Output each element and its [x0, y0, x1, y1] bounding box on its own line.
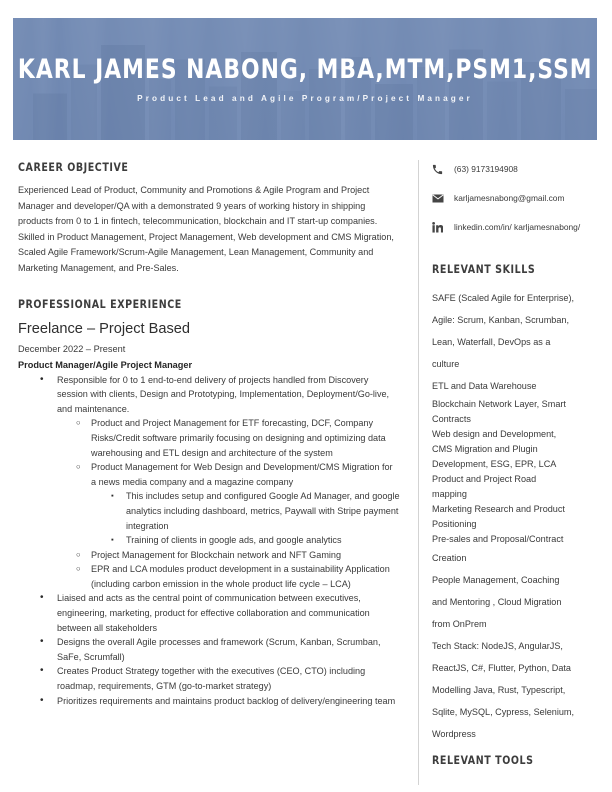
bullet-text: Product and Project Management for ETF forecasting, DCF, Company Risks/Credit software primarily focusing on designing and optimizing data warehousing and ETL design and architecture of the system	[91, 418, 386, 458]
bullet-marker-icon: •	[40, 636, 44, 648]
bullet-marker-icon: ▪	[111, 535, 114, 545]
bullet-marker-icon: ○	[76, 462, 81, 472]
contact-item[interactable]	[432, 192, 600, 205]
skill-line: Positioning	[432, 519, 477, 529]
skill-line: Lean, Waterfall, DevOps as a	[432, 337, 551, 347]
skill-line: ReactJS, C#, Flutter, Python, Data	[432, 663, 571, 673]
skill-line: Sqlite, MySQL, Cypress, Selenium,	[432, 707, 575, 717]
contact-value[interactable]: karljamesnabong@gmail.com	[454, 193, 565, 203]
bullet-marker-icon: ○	[76, 418, 81, 428]
skill-line: Agile: Scrum, Kanban, Scrumban,	[432, 315, 569, 325]
skill-line: CMS Migration and Plugin	[432, 444, 538, 454]
relevant-skills-heading: RELEVANT SKILLS	[432, 262, 536, 276]
skill-line: Blockchain Network Layer, Smart	[432, 399, 566, 409]
bullet-group-level-3	[18, 489, 400, 547]
list-item	[18, 533, 400, 548]
bullet-marker-icon: •	[40, 665, 44, 677]
bullet-text: Prioritizes requirements and maintains product backlog of delivery/engineering team	[57, 695, 396, 706]
candidate-name: KARL JAMES NABONG, MBA,MTM,PSM1,SSM	[17, 54, 593, 86]
career-objective-heading: CAREER OBJECTIVE	[18, 160, 129, 174]
bullet-text: Designs the overall Agile processes and framework (Scrum, Kanban, Scrumban, SaFe, Scrumfall)	[57, 637, 381, 662]
bullet-group-level-1	[18, 373, 400, 417]
bullet-text: Creates Product Strategy together with the executives (CEO, CTO) including roadmap, requirements, GTM (go-to-market strategy)	[57, 666, 366, 692]
contact-value[interactable]: linkedin.com/in/ karljamesnabong/	[454, 222, 581, 232]
skill-line: Contracts	[432, 414, 471, 424]
bullet-group-level-2	[18, 416, 400, 489]
professional-experience-block	[18, 297, 400, 709]
linkedin-icon	[432, 221, 454, 234]
bullet-marker-icon: •	[40, 592, 44, 604]
email-icon	[432, 192, 454, 205]
career-objective-text: Experienced Lead of Product, Community and Promotions & Agile Program and Project Manager and developer/QA with a demonstrated 9 years of working history in shipping products from 0 to 1 in fintech, telecommunication, blockchain and IT start-up companies. Skilled in Product Management, Project Management, Web development and CMS Migration, Scaled Agile Framework/Scrum-Agile Management, Lean Management, Community and Marketing Management, and Pre-Sales.	[18, 185, 394, 273]
bullet-text: Training of clients in google ads, and google analytics	[126, 535, 342, 546]
skill-line: Web design and Development,	[432, 429, 557, 439]
experience-dates: December 2022 – Present	[18, 343, 126, 354]
relevant-skills-list	[432, 287, 600, 745]
contact-value[interactable]: (63) 9173194908	[454, 164, 518, 174]
bullet-marker-icon: •	[40, 373, 44, 385]
list-item	[18, 664, 400, 693]
right-column	[432, 163, 600, 767]
phone-icon	[432, 163, 454, 176]
bullet-marker-icon: ○	[76, 564, 81, 574]
skill-line: mapping	[432, 489, 467, 499]
skill-line: and Mentoring , Cloud Migration	[432, 597, 562, 607]
experience-bullet-list	[18, 373, 400, 709]
skill-line: Development, ESG, EPR, LCA	[432, 459, 557, 469]
skill-line: culture	[432, 359, 460, 369]
bullet-marker-icon: •	[40, 694, 44, 706]
skill-line: Modelling Java, Rust, Typescript,	[432, 685, 566, 695]
header-banner	[13, 18, 597, 140]
skill-line: Marketing Research and Product	[432, 504, 565, 514]
resume-body	[0, 160, 612, 792]
skill-line: Tech Stack: NodeJS, AngularJS,	[432, 641, 563, 651]
bullet-text: EPR and LCA modules product development in a sustainability Application (including carbon emission in the whole product life cycle – LCA)	[91, 564, 390, 589]
skill-line: People Management, Coaching	[432, 575, 560, 585]
list-item	[18, 591, 400, 635]
skill-line: ETL and Data Warehouse	[432, 381, 537, 391]
column-divider	[418, 160, 419, 785]
bullet-group-level-1	[18, 591, 400, 708]
bullet-marker-icon: ○	[76, 549, 81, 559]
skill-line: Pre-sales and Proposal/Contract	[432, 534, 564, 544]
bullet-text: Responsible for 0 to 1 end-to-end delivery of projects handled from Discovery session with clients, Design and Prototyping, Implementation, Deployment/Go-live, and maintenance.	[57, 374, 390, 414]
experience-role: Product Manager/Agile Project Manager	[18, 359, 193, 370]
skill-line: Wordpress	[432, 729, 476, 739]
bullet-text: Liaised and acts as the central point of communication between executives, engineering, marketing, product for effective collaboration and communication between all stakeholders	[57, 593, 370, 633]
professional-experience-heading: PROFESSIONAL EXPERIENCE	[18, 296, 182, 311]
skill-line: from OnPrem	[432, 619, 487, 629]
contact-item[interactable]	[432, 163, 600, 176]
list-item	[18, 548, 400, 563]
list-item	[18, 460, 400, 489]
list-item	[18, 373, 400, 417]
skill-line: SAFE (Scaled Agile for Enterprise),	[432, 293, 575, 303]
bullet-marker-icon: ▪	[111, 491, 114, 501]
candidate-subtitle: Product Lead and Agile Program/Project Manager	[137, 93, 473, 103]
contact-item[interactable]	[432, 221, 600, 234]
experience-company: Freelance – Project Based	[18, 320, 190, 337]
bullet-text: Product Management for Web Design and Development/CMS Migration for a news media company and a magazine company	[91, 462, 393, 487]
bullet-text: This includes setup and configured Google Ad Manager, and google analytics including dashboard, metrics, Paywall with Stripe payment integration	[126, 491, 400, 531]
contact-list	[432, 163, 600, 234]
list-item	[18, 635, 400, 664]
bullet-text: Project Management for Blockchain network and NFT Gaming	[91, 549, 342, 560]
list-item	[18, 562, 400, 591]
left-column	[18, 160, 400, 708]
list-item	[18, 694, 400, 709]
bullet-group-level-2	[18, 548, 400, 592]
skill-line: Product and Project Road	[432, 474, 537, 484]
list-item	[18, 416, 400, 460]
skill-line: Creation	[432, 553, 467, 563]
list-item	[18, 489, 400, 533]
relevant-tools-heading: RELEVANT TOOLS	[432, 753, 534, 767]
